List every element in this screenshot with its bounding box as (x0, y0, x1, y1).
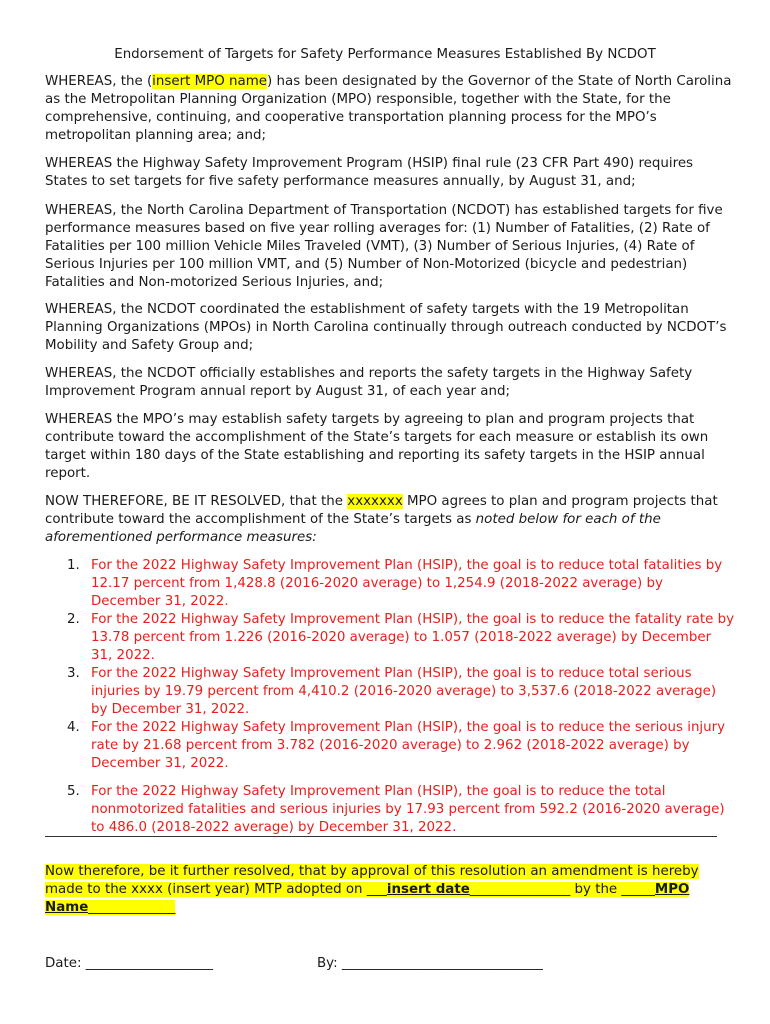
goal-text: For the 2022 Highway Safety Improvement Plan (HSIP), the goal is to reduce the total nonmotorized fatalities and serious injuries by 17.93 percent from 592.2 (2016-2020 average) to 486.0 (2018-2022 average) by December 31, 2022. (91, 784, 725, 835)
whereas-paragraph-2: WHEREAS the Highway Safety Improvement Program (HSIP) final rule (23 CFR Part 490) requires States to set targets for five safety performance measures annually, by August 31, and; (45, 156, 694, 189)
whereas-paragraph-1 (45, 73, 735, 145)
document-title: Endorsement of Targets for Safety Performance Measures Established By NCDOT (114, 47, 656, 62)
whereas-paragraph-3: WHEREAS, the North Carolina Department of Transportation (NCDOT) has established targets for five performance measures based on five year rolling averages for: (1) Number of Fatalities, (2) Rate of Fatalities per 100 million Vehicle Miles Traveled (VMT), (3) Number of Serious Injuries, (4) Rate of Serious Injuries per 100 million VMT, and (5) Number of Non-Motorized (bicycle and pedestrian) Fatalities and Non-motorized Serious Injuries, and; (45, 203, 723, 290)
p7-mid: MPO agrees to plan and program projects that contribute toward the accomplishment of the State’s targets as (45, 494, 718, 527)
insert-date-field[interactable]: insert date (386, 882, 470, 897)
goal-item-5 (45, 783, 735, 837)
goal-item-4 (45, 719, 735, 773)
p7-pre: NOW THEREFORE, BE IT RESOLVED, that the (45, 494, 348, 509)
goal-item-1 (45, 557, 735, 611)
goal-number: 5. (67, 784, 80, 799)
p7-italic: noted below for each of the aforementioned performance measures: (45, 512, 661, 545)
mpo-name-field-cont[interactable]: Name (45, 900, 89, 915)
resolve-line-2 (45, 882, 689, 897)
goal-text: For the 2022 Highway Safety Improvement Plan (HSIP), the goal is to reduce total fatalities by 12.17 percent from 1,428.8 (2016-2020 average) to 1,254.9 (2018-2022 average) by December 31, 2022. (91, 558, 723, 609)
goal-text: For the 2022 Highway Safety Improvement Plan (HSIP), the goal is to reduce total serious injuries by 19.79 percent from 4,410.2 (2016-2020 average) to 3,537.6 (2018-2022 average) by December 31, 2022. (91, 666, 717, 717)
whereas-paragraph-4: WHEREAS, the NCDOT coordinated the establishment of safety targets with the 19 Metropolitan Planning Organizations (MPOs) in North Carolina continually through outreach conducted by NCDOT’s Mobility and Safety Group and; (45, 302, 727, 353)
divider-line (45, 836, 717, 837)
resolve-line-2-mid: _______________ by the _____ (469, 882, 655, 897)
goal-item-3 (45, 665, 735, 719)
resolved-paragraph (45, 493, 735, 547)
goal-item-2 (45, 611, 735, 665)
goal-number: 2. (67, 612, 80, 627)
p1-pre: WHEREAS, the ( (45, 74, 153, 89)
goal-text: For the 2022 Highway Safety Improvement Plan (HSIP), the goal is to reduce the serious injury rate by 21.68 percent from 3.782 (2016-2020 average) to 2.962 (2018-2022 average) by December 31, 2022. (91, 720, 726, 771)
resolve-line-2-pre: made to the xxxx (insert year) MTP adopted on ___ (45, 882, 387, 897)
mpo-name-field[interactable]: MPO (654, 882, 690, 897)
goal-number: 4. (67, 720, 80, 735)
whereas-paragraph-6: WHEREAS the MPO’s may establish safety targets by agreeing to plan and program projects that contribute toward the accomplishment of the State’s targets for each measure or establish its own target within 180 days of the State establishing and reporting its safety targets in the HSIP annual report. (45, 412, 709, 481)
further-resolved-paragraph (45, 863, 735, 917)
goal-number: 1. (67, 558, 80, 573)
mpo-placeholder[interactable]: xxxxxxx (347, 494, 403, 509)
p1-post: ) has been designated by the Governor of the State of North Carolina as the Metropolitan Planning Organization (MPO) responsible, together with the State, for the comprehensive, continuing, and cooperative transportation planning process for the MPO’s metropolitan planning area; and; (45, 74, 732, 143)
whereas-paragraph-5: WHEREAS, the NCDOT officially establishes and reports the safety targets in the Highway Safety Improvement Program annual report by August 31, of each year and; (45, 366, 693, 399)
date-signature-line[interactable]: Date: ___________________ (45, 956, 213, 971)
by-signature-line[interactable]: By: ______________________________ (317, 956, 543, 971)
resolve-line-3 (45, 900, 175, 915)
goal-text: For the 2022 Highway Safety Improvement Plan (HSIP), the goal is to reduce the fatality rate by 13.78 percent from 1.226 (2016-2020 average) to 1.057 (2018-2022 average) by December 31, 2022. (91, 612, 734, 663)
goals-list (45, 557, 735, 837)
mpo-name-placeholder[interactable]: insert MPO name (152, 74, 268, 89)
goal-number: 3. (67, 666, 80, 681)
resolve-line-3-post: _____________ (88, 900, 176, 915)
resolve-line-1: Now therefore, be it further resolved, that by approval of this resolution an amendment is hereby (45, 864, 699, 879)
